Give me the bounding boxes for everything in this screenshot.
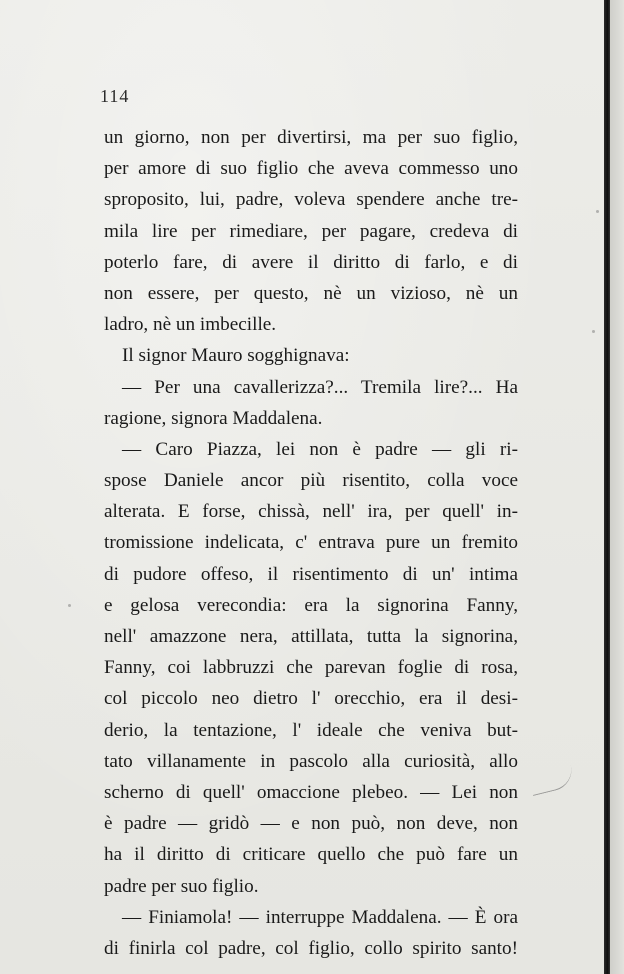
text-line: col piccolo neo dietro l' orecchio, era il desi- [104, 688, 518, 710]
text-line: Fanny, coi labbruzzi che parevan foglie di rosa, [104, 657, 518, 679]
text-line: mila lire per rimediare, per pagare, credeva di [104, 220, 518, 242]
text-line: e gelosa verecondia: era la signorina Fanny, [104, 594, 518, 616]
text-line: sproposito, lui, padre, voleva spendere anche tre- [104, 189, 518, 211]
text-line: — Caro Piazza, lei non è padre — gli ri- [122, 438, 518, 460]
text-line: tromissione indelicata, c' entrava pure un fremito [104, 532, 518, 554]
page-binding-shadow [604, 0, 610, 974]
text-line: poterlo fare, di avere il diritto di farlo, e di [104, 251, 518, 273]
text-line: non essere, per questo, nè un vizioso, nè un [104, 282, 518, 304]
text-line: — Per una cavallerizza?... Tremila lire?... Ha [122, 376, 518, 398]
text-line: derio, la tentazione, l' ideale che veniva but- [104, 719, 518, 741]
text-line: ragione, signora Maddalena. [104, 407, 323, 429]
text-line: alterata. E forse, chissà, nell' ira, per quell' in- [104, 501, 518, 523]
paper-speck [592, 330, 595, 333]
text-line: ha il diritto di criticare quello che può fare un [104, 844, 518, 866]
page-edge-light [610, 0, 624, 974]
paper-speck [68, 604, 71, 607]
text-line: Il signor Mauro sogghignava: [122, 345, 350, 367]
page-number: 114 [100, 86, 130, 106]
text-line: nell' amazzone nera, attillata, tutta la signorina, [104, 626, 518, 647]
text-line: è padre — gridò — e non può, non deve, non [104, 813, 518, 835]
text-line: un giorno, non per divertirsi, ma per suo figlio, [104, 127, 518, 148]
text-line: — Finiamola! — interruppe Maddalena. — È ora [122, 906, 518, 928]
text-line: padre per suo figlio. [104, 875, 259, 897]
text-line: per amore di suo figlio che aveva commesso uno [104, 158, 518, 180]
text-line: di pudore offeso, il risentimento di un' intima [104, 563, 518, 585]
body-text [104, 122, 518, 964]
paper-speck [596, 210, 599, 213]
text-line: ladro, nè un imbecille. [104, 314, 277, 336]
stray-pencil-mark [528, 765, 576, 796]
text-line: tato villanamente in pascolo alla curiosità, allo [104, 750, 518, 772]
text-line: di finirla col padre, col figlio, collo spirito santo! [104, 937, 518, 959]
text-line: spose Daniele ancor più risentito, colla voce [104, 470, 518, 492]
text-line: scherno di quell' omaccione plebeo. — Lei non [104, 781, 518, 803]
